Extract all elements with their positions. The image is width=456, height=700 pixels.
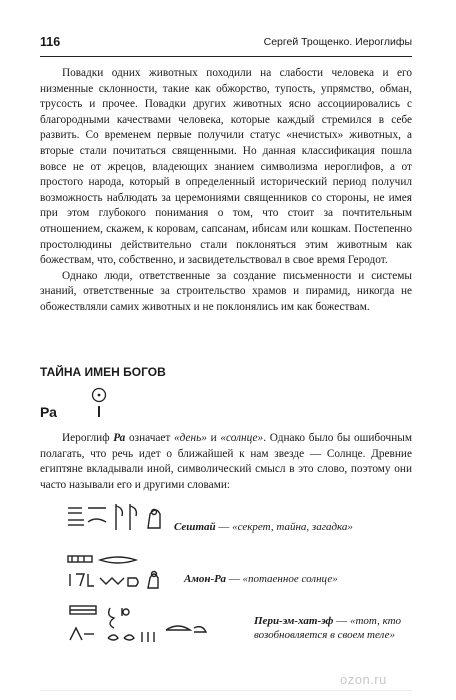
ra-label: Ра xyxy=(40,404,57,420)
peri-em-hat-ef-hieroglyphs xyxy=(66,604,226,646)
meaning: «тот, кто возобновляется в своем теле» xyxy=(254,615,402,641)
watermark: ozon.ru xyxy=(340,672,387,687)
ra-paragraph: Иероглиф Ра означает «день» и «солнце». Однако было бы ошибочным полагать, что речь идет о ближайшей к нам звезде — Солнце. Древние египтяне вкладывали иной, символический смысл в это слово, поэтому они часто называли его и другими словами: xyxy=(40,432,412,491)
seshtai-hieroglyphs xyxy=(66,500,176,532)
amon-ra-hieroglyphs xyxy=(66,552,186,592)
body-text xyxy=(40,66,412,316)
name-seshtai: Сештай — «секрет, тайна, загадка» xyxy=(174,521,353,533)
term: Сештай xyxy=(174,521,216,533)
ra-hieroglyph xyxy=(90,387,110,419)
ra-term: Ра xyxy=(113,432,126,444)
page-header xyxy=(40,34,412,57)
name-amon-ra: Амон-Ра — «потаенное солнце» xyxy=(184,573,338,585)
meaning: «потаенное солнце» xyxy=(242,573,338,585)
watermark-divider xyxy=(40,690,412,691)
running-head: Сергей Трощенко. Иероглифы xyxy=(263,36,412,48)
meaning: «секрет, тайна, загадка» xyxy=(232,521,353,533)
term: Пери-эм-хат-эф xyxy=(254,615,334,627)
sun-word: «солнце» xyxy=(220,432,264,444)
paragraph: Повадки одних животных походили на слабости человека и его низменные склонности, такие как обжорство, тупость, упрямство, обман, трусость и прочее. Повадки других животных ясно ассоциировались с благородными качествами человека, которые каждый стремился в себе развить. Со временем первые получили статус «нечистых» животных, а вторые стали почитаться священными. Но данная классификация пошла вовсе не от жрецов, владеющих знанием символизма иероглифов, а от простого народа, который в определенный исторический период получил возможность наблюдать за церемониями священников со стороны, не имея при этом глубокого понимания о том, что стоит за почтительным отношением, скажем, к коровам, сапсанам, ибисам или кошкам. Постепенно простолюдины действительно стали поклоняться этим животным как божествам, что, собственно, и засвидетельствовал в свое время Геродот. xyxy=(40,67,412,267)
day-word: «день» xyxy=(174,432,207,444)
paragraph: Однако люди, ответственные за создание письменности и системы знаний, ответственные за строительство храмов и пирамид, никогда не обожествляли самих животных и не поклонялись им как божествам. xyxy=(40,269,412,313)
page-number: 116 xyxy=(40,35,61,49)
section-heading: ТАЙНА ИМЕН БОГОВ xyxy=(40,365,166,379)
term: Амон-Ра xyxy=(184,573,226,585)
name-peri-em-hat-ef: Пери-эм-хат-эф — «тот, кто возобновляется в своем теле» xyxy=(254,615,402,641)
